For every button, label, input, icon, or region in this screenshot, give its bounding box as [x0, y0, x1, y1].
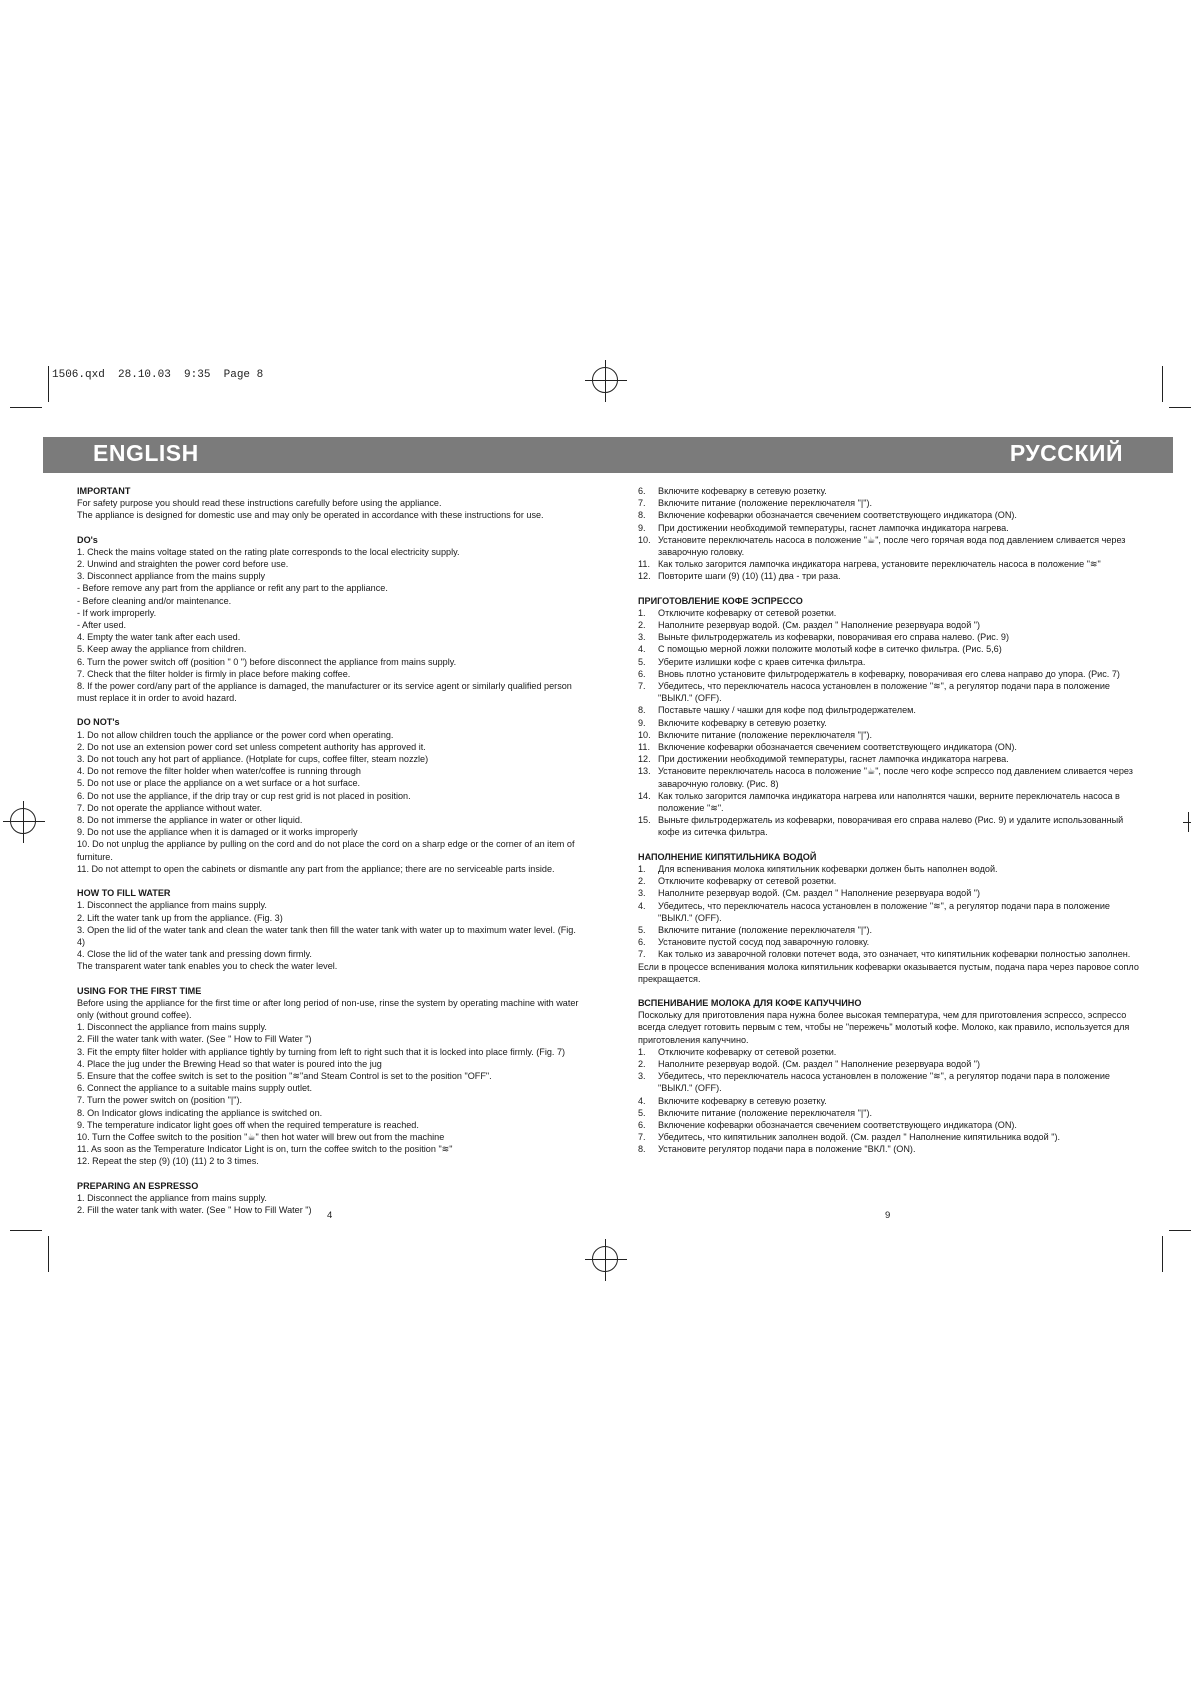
- crop-mark: [1169, 1230, 1191, 1231]
- list-item: 7. Как только из заварочной головки потечет вода, это означает, что кипятильник кофеварки полностью заполнен.: [638, 949, 1131, 960]
- text-line: 5. Keep away the appliance from children.: [77, 644, 247, 655]
- page-number-left: 4: [327, 1210, 333, 1221]
- section-heading: НАПОЛНЕНИЕ КИПЯТИЛЬНИКА ВОДОЙ: [638, 851, 817, 862]
- list-item: 7. Убедитесь, что переключатель насоса установлен в положение "≋", а регулятор подачи пара в положение "ВЫКЛ." (OFF).: [638, 681, 1110, 704]
- list-item: 9. При достижении необходимой температуры, гаснет лампочка индикатора нагрева.: [638, 522, 1009, 533]
- section-heading: ПРИГОТОВЛЕНИЕ КОФЕ ЭСПРЕССО: [638, 595, 803, 606]
- crop-mark: [1162, 366, 1163, 402]
- list-item: 11. Включение кофеварки обозначается свечением соответствующего индикатора (ON).: [638, 742, 1017, 753]
- text-line: 9. Do not use the appliance when it is damaged or it works improperly: [77, 827, 358, 838]
- section-cappuccino-ru: [638, 997, 1140, 1156]
- text-line: 11. As soon as the Temperature Indicator Light is on, turn the coffee switch to the position "≋": [77, 1144, 453, 1155]
- text-line: 1. Disconnect the appliance from mains supply.: [77, 900, 267, 911]
- text-line: 12. Repeat the step (9) (10) (11) 2 to 3 times.: [77, 1156, 259, 1167]
- section-heading: HOW TO FILL WATER: [77, 888, 171, 899]
- text-line: 4. Empty the water tank after each used.: [77, 632, 241, 643]
- list-item: 8. Установите регулятор подачи пара в положение "ВКЛ." (ON).: [638, 1144, 916, 1155]
- section-heading: DO NOT's: [77, 717, 120, 728]
- text-line: Before using the appliance for the first time or after long period of non-use, rinse the system by operating machine with water only (without ground coffee).: [77, 997, 579, 1020]
- page-number-right: 9: [885, 1210, 891, 1221]
- section-donts: [77, 716, 582, 875]
- list-item: 6. Включение кофеварки обозначается свечением соответствующего индикатора (ON).: [638, 1119, 1017, 1130]
- list-item: 8. Включение кофеварки обозначается свечением соответствующего индикатора (ON).: [638, 510, 1017, 521]
- text-line: - Before cleaning and/or maintenance.: [77, 595, 232, 606]
- text-line: 2. Lift the water tank up from the appliance. (Fig. 3): [77, 912, 283, 923]
- text-line: 2. Fill the water tank with water. (See " How to Fill Water "): [77, 1034, 312, 1045]
- text-paragraph: Поскольку для приготовления пара нужна более высокая температура, чем для приготовления эспрессо, эспрессо всегда следует готовить первым с тем, чтобы не "пережечь" молотый кофе. Молоко, как правило, используется для приготовления капуччино.: [638, 1010, 1130, 1045]
- section-heading: ВСПЕНИВАНИЕ МОЛОКА ДЛЯ КОФЕ КАПУЧЧИНО: [638, 997, 862, 1008]
- list-item: 2. Наполните резервуар водой. (См. раздел " Наполнение резервуара водой "): [638, 1058, 981, 1069]
- text-line: The transparent water tank enables you to check the water level.: [77, 961, 338, 972]
- crop-mark: [1162, 1236, 1163, 1272]
- list-item: 6. Вновь плотно установите фильтродержатель в кофеварку, поворачивая его слева направо до упора. (Рис. 7): [638, 668, 1120, 679]
- section-fill-water: [77, 887, 582, 972]
- section-important: [77, 485, 582, 522]
- text-line: 4. Place the jug under the Brewing Head so that water is poured into the jug: [77, 1058, 382, 1069]
- text-line: 7. Do not operate the appliance without water.: [77, 802, 263, 813]
- list-item: 6. Установите пустой сосуд под заварочную головку.: [638, 937, 870, 948]
- section-continued-steps: [638, 485, 1140, 583]
- text-line: 5. Do not use or place the appliance on a wet surface or a hot surface.: [77, 778, 361, 789]
- text-line: 11. Do not attempt to open the cabinets or dismantle any part from the appliance; there are no serviceable parts inside.: [77, 863, 555, 874]
- registration-mark: [585, 360, 627, 402]
- section-heading: PREPARING AN ESPRESSO: [77, 1180, 199, 1191]
- crop-mark: [10, 1230, 42, 1231]
- text-line: 3. Disconnect appliance from the mains supply: [77, 571, 266, 582]
- text-line: 4. Do not remove the filter holder when water/coffee is running through: [77, 766, 361, 777]
- list-item: 8. Поставьте чашку / чашки для кофе под фильтродержателем.: [638, 705, 916, 716]
- section-dos: [77, 534, 582, 705]
- section-first-time: [77, 985, 582, 1168]
- text-line: - After used.: [77, 620, 127, 631]
- russian-title: РУССКИЙ: [1009, 440, 1123, 466]
- text-line: For safety purpose you should read these instructions carefully before using the appliance.: [77, 498, 442, 509]
- text-line: 10. Turn the Coffee switch to the position "☕" then hot water will brew out from the machine: [77, 1131, 445, 1142]
- crop-mark: [48, 366, 49, 402]
- list-item: 4. С помощью мерной ложки положите молотый кофе в ситечко фильтра. (Рис. 5,6): [638, 644, 1002, 655]
- text-line: 8. Do not immerse the appliance in water or other liquid.: [77, 815, 303, 826]
- text-paragraph: Если в процессе вспенивания молока кипятильник кофеварки оказывается пустым, подача пара через паровое сопло прекращается.: [638, 961, 1139, 984]
- crop-mark: [48, 1236, 49, 1272]
- list-item: 14. Как только загорится лампочка индикатора нагрева или наполнятся чашки, верните переключатель насоса в положение "≋".: [638, 790, 1120, 814]
- print-slug: 1506.qxd 28.10.03 9:35 Page 8: [52, 369, 264, 381]
- section-heading: DO's: [77, 534, 98, 545]
- registration-mark: [1183, 822, 1191, 823]
- list-item: 1. Отключите кофеварку от сетевой розетки.: [638, 1046, 837, 1057]
- section-heading: USING FOR THE FIRST TIME: [77, 985, 202, 996]
- list-item: 11. Как только загорится лампочка индикатора нагрева, установите переключатель насоса в положение "≋": [638, 559, 1101, 570]
- text-line: 7. Check that the filter holder is firmly in place before making coffee.: [77, 668, 351, 679]
- english-title: ENGLISH: [93, 440, 199, 466]
- text-line: 4. Close the lid of the water tank and pressing down firmly.: [77, 949, 312, 960]
- list-item: 5. Включите питание (положение переключателя "|").: [638, 924, 872, 935]
- text-line: 3. Open the lid of the water tank and clean the water tank then fill the water tank with water up to maximum water level. (Fig. 4): [77, 924, 576, 947]
- russian-column: [638, 485, 1140, 1168]
- text-line: 7. Turn the power switch on (position "|").: [77, 1095, 243, 1106]
- registration-mark: [1188, 812, 1189, 832]
- text-line: 1. Do not allow children touch the appliance or the power cord when operating.: [77, 729, 394, 740]
- list-item: 6. Включите кофеварку в сетевую розетку.: [638, 486, 827, 496]
- list-item: 2. Наполните резервуар водой. (См. раздел " Наполнение резервуара водой "): [638, 620, 981, 631]
- text-line: 6. Connect the appliance to a suitable mains supply outlet.: [77, 1083, 313, 1094]
- section-boiler-ru: [638, 851, 1140, 985]
- numbered-list: [638, 1046, 1140, 1156]
- text-line: 1. Check the mains voltage stated on the rating plate corresponds to the local electricity supply.: [77, 546, 460, 557]
- text-line: 5. Ensure that the coffee switch is set to the position "≋"and Steam Control is set to the position "OFF".: [77, 1070, 492, 1081]
- text-line: 8. On Indicator glows indicating the appliance is switched on.: [77, 1107, 323, 1118]
- section-heading: IMPORTANT: [77, 486, 131, 496]
- list-item: 2. Отключите кофеварку от сетевой розетки.: [638, 876, 837, 887]
- list-item: 15. Выньте фильтродержатель из кофеварки, поворачивая его справа налево (Рис. 9) и удалите использованный кофе из ситечка фильтра.: [638, 815, 1124, 838]
- text-line: 2. Do not use an extension power cord set unless competent authority has approved it.: [77, 741, 426, 752]
- list-item: 3. Наполните резервуар водой. (См. раздел " Наполнение резервуара водой "): [638, 888, 981, 899]
- list-item: 3. Выньте фильтродержатель из кофеварки, поворачивая его справа налево. (Рис. 9): [638, 632, 1009, 643]
- numbered-list: [638, 863, 1140, 961]
- list-item: 7. Включите питание (положение переключателя "|").: [638, 498, 872, 509]
- text-line: - Before remove any part from the appliance or refit any part to the appliance.: [77, 583, 388, 594]
- text-line: - If work improperly.: [77, 607, 157, 618]
- list-item: 4. Включите кофеварку в сетевую розетку.: [638, 1095, 827, 1106]
- text-line: 10. Do not unplug the appliance by pulling on the cord and do not place the cord on a sharp edge or the corner of an item of furniture.: [77, 839, 575, 862]
- text-line: 3. Do not touch any hot part of appliance. (Hotplate for cups, coffee filter, steam nozzle): [77, 754, 429, 765]
- text-line: 8. If the power cord/any part of the appliance is damaged, the manufacturer or its service agent or similarly qualified person must replace it in order to avoid hazard.: [77, 681, 572, 704]
- list-item: 4. Убедитесь, что переключатель насоса установлен в положение "≋", а регулятор подачи пара в положение "ВЫКЛ." (OFF).: [638, 900, 1110, 923]
- english-column: [77, 485, 582, 1228]
- registration-mark: [585, 1239, 627, 1281]
- list-item: 1. Отключите кофеварку от сетевой розетки.: [638, 607, 837, 618]
- crop-mark: [1169, 407, 1191, 408]
- list-item: 10. Установите переключатель насоса в положение "☕", после чего горячая вода под давлением сливается через заварочную головку.: [638, 534, 1126, 558]
- registration-mark: [3, 801, 45, 843]
- text-line: 1. Disconnect the appliance from mains supply.: [77, 1022, 267, 1033]
- section-espresso-ru: [638, 595, 1140, 839]
- text-line: 1. Disconnect the appliance from mains supply.: [77, 1192, 267, 1203]
- text-line: 6. Do not use the appliance, if the drip tray or cup rest grid is not placed in position.: [77, 790, 411, 801]
- list-item: 13. Установите переключатель насоса в положение "☕", после чего кофе эспрессо под давлением сливается через заварочную головку. (Рис. 8): [638, 766, 1133, 789]
- list-item: 12. Повторите шаги (9) (10) (11) два - три раза.: [638, 571, 841, 582]
- crop-mark: [10, 407, 42, 408]
- numbered-list: [638, 607, 1140, 839]
- text-line: 2. Unwind and straighten the power cord before use.: [77, 559, 289, 570]
- list-item: 1. Для вспенивания молока кипятильник кофеварки должен быть наполнен водой.: [638, 863, 998, 874]
- list-item: 12. При достижении необходимой температуры, гаснет лампочка индикатора нагрева.: [638, 754, 1009, 765]
- language-banner: [43, 437, 1173, 473]
- text-line: 6. Turn the power switch off (position " 0 ") before disconnect the appliance from mains supply.: [77, 656, 457, 667]
- text-line: The appliance is designed for domestic use and may only be operated in accordance with these instructions for use.: [77, 510, 544, 521]
- text-line: 2. Fill the water tank with water. (See " How to Fill Water "): [77, 1204, 312, 1215]
- list-item: 5. Включите питание (положение переключателя "|").: [638, 1107, 872, 1118]
- list-item: 9. Включите кофеварку в сетевую розетку.: [638, 717, 827, 728]
- text-line: 9. The temperature indicator light goes off when the required temperature is reached.: [77, 1119, 419, 1130]
- list-item: 3. Убедитесь, что переключатель насоса установлен в положение "≋", а регулятор подачи пара в положение "ВЫКЛ." (OFF).: [638, 1071, 1110, 1094]
- text-line: 3. Fit the empty filter holder with appliance tightly by turning from left to right such that it is locked into place firmly. (Fig. 7): [77, 1046, 566, 1057]
- list-item: 10. Включите питание (положение переключателя "|").: [638, 729, 872, 740]
- numbered-list: [638, 485, 1140, 583]
- list-item: 5. Уберите излишки кофе с краев ситечка фильтра.: [638, 656, 866, 667]
- list-item: 7. Убедитесь, что кипятильник заполнен водой. (См. раздел " Наполнение кипятильника водой ").: [638, 1132, 1061, 1143]
